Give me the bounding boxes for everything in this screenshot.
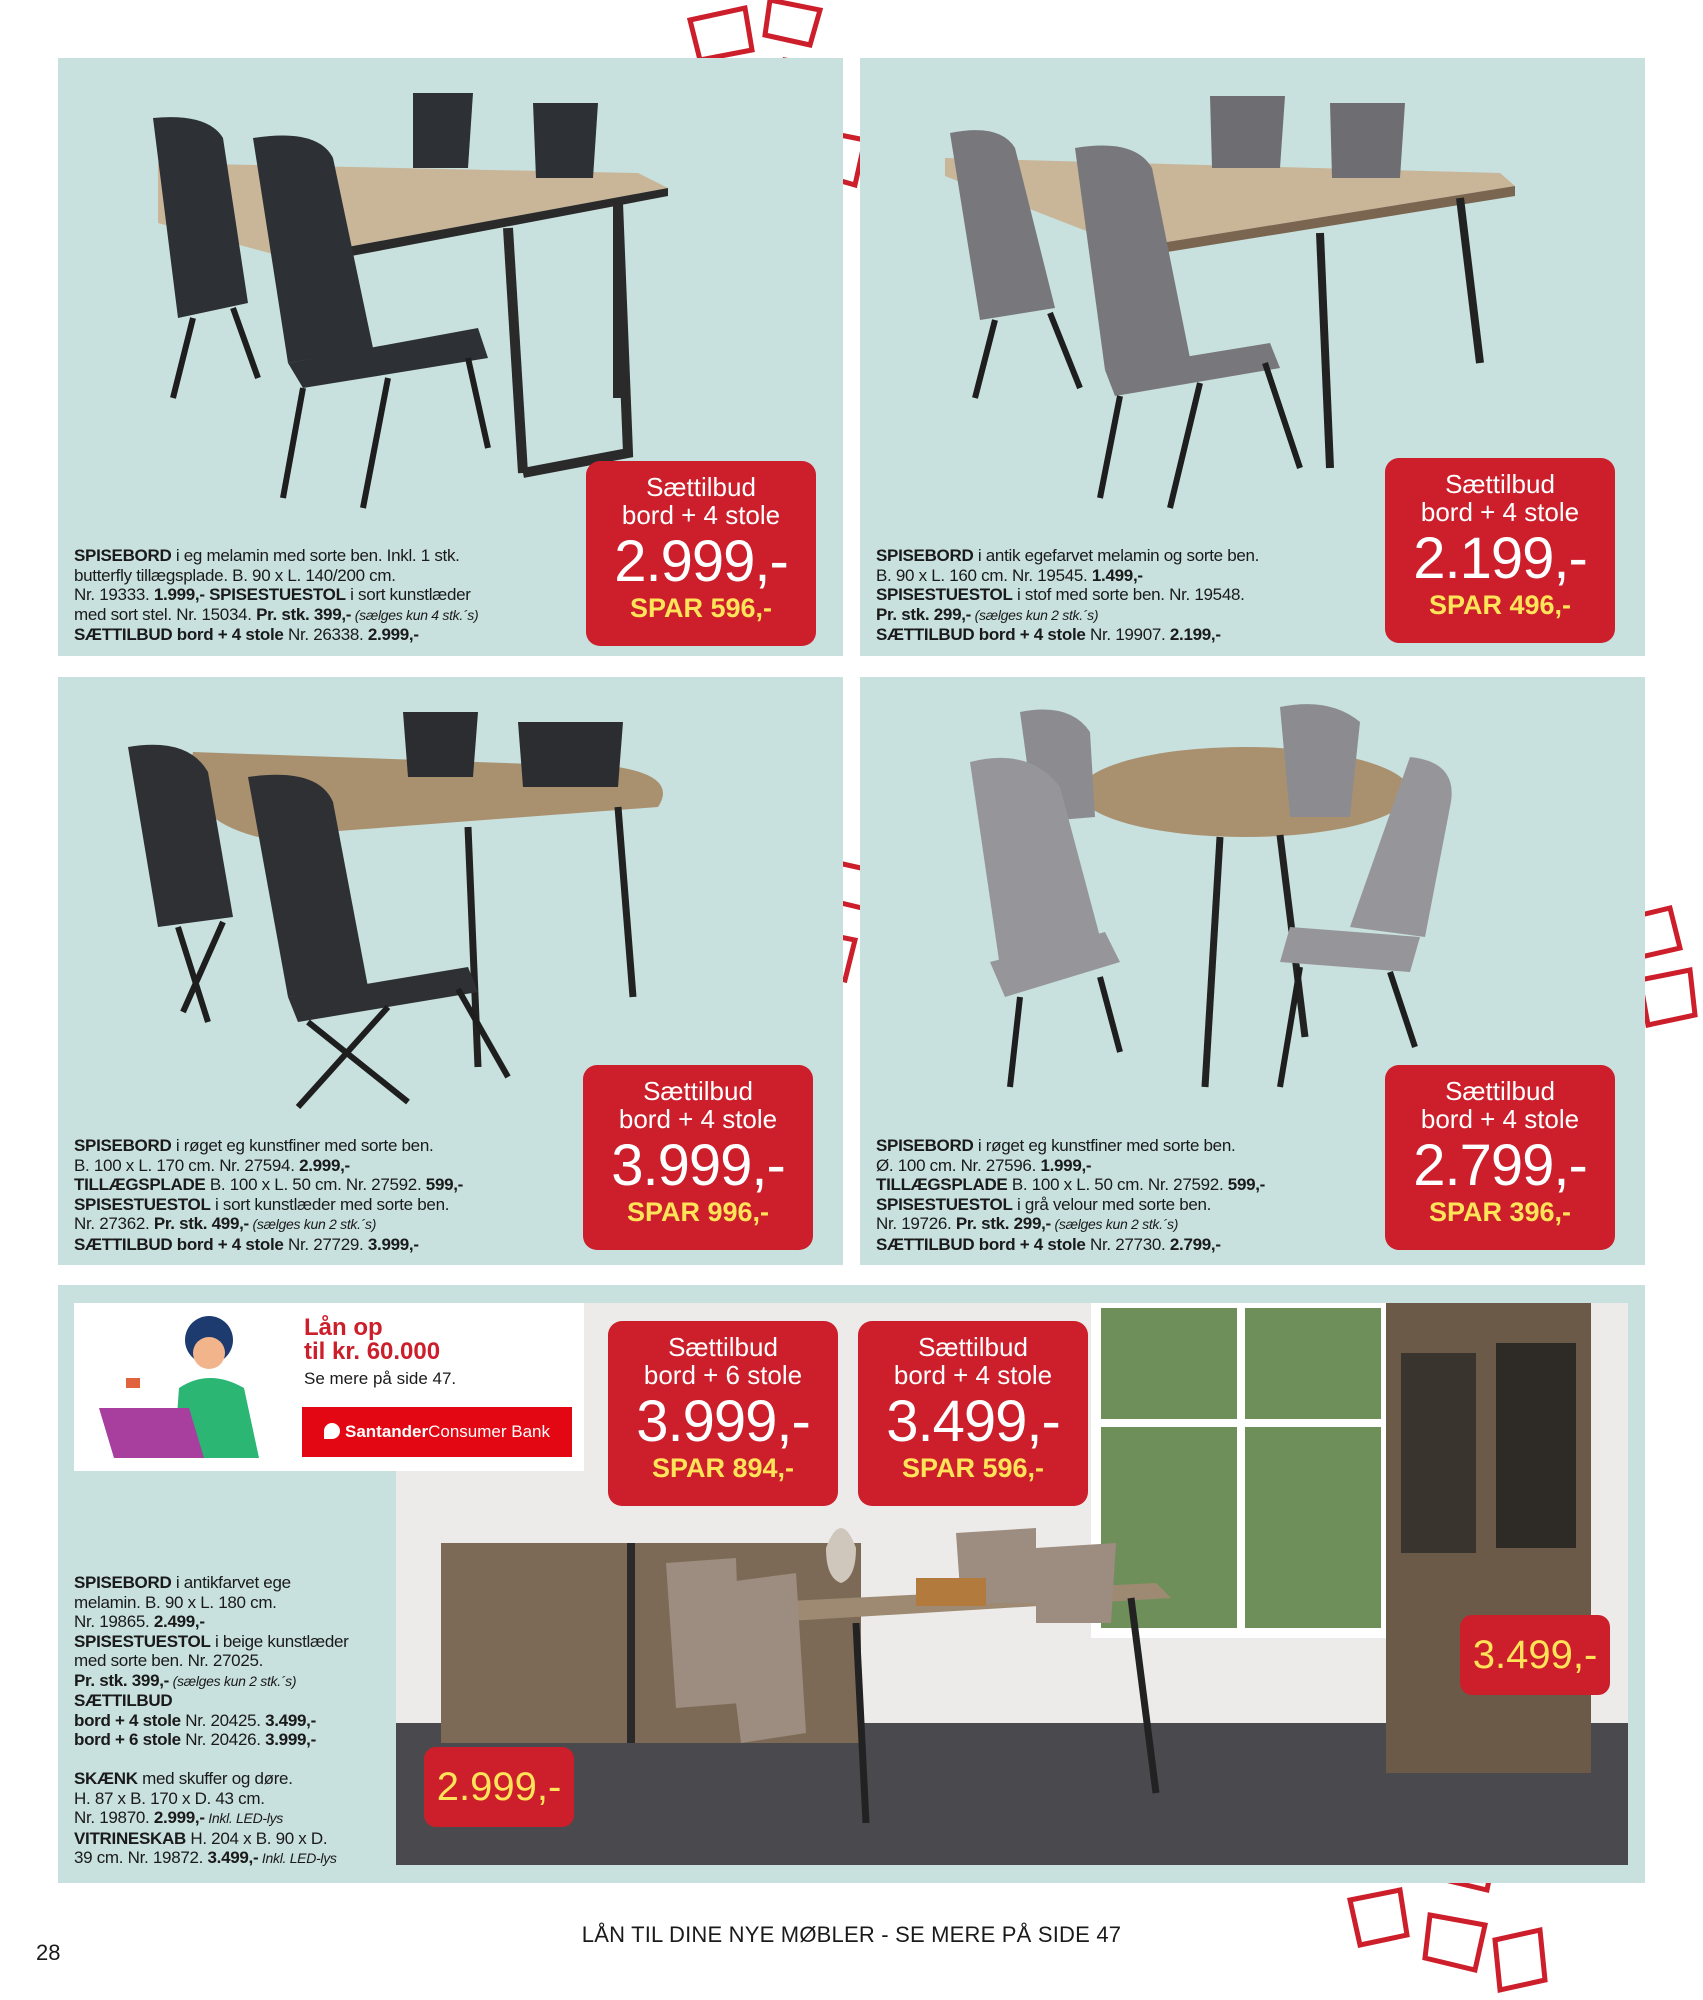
bold-text: 3.999,-	[265, 1730, 316, 1749]
description-line	[74, 1632, 348, 1652]
text: Nr. 19870.	[74, 1808, 154, 1827]
text: Nr. 19726.	[876, 1214, 956, 1233]
description-line	[876, 1156, 1265, 1176]
bold-text: 3.499,-	[265, 1710, 316, 1730]
text: 39 cm. Nr. 19872.	[74, 1848, 208, 1867]
bold-text: SPISEBORD	[74, 546, 172, 565]
bold-text: 2.999,-	[367, 625, 419, 644]
text: i antik egefarvet melamin og sorte ben.	[973, 546, 1260, 565]
bold-text: SÆTTILBUD bord + 4 stole	[74, 1234, 284, 1254]
offer-subtitle: bord + 6 stole	[643, 1360, 803, 1390]
bold-text: 2.199,-	[1169, 625, 1221, 644]
product-description-2	[876, 546, 1259, 645]
set-offer-badge-6-chairs	[608, 1321, 838, 1506]
text: B. 100 x L. 170 cm. Nr. 27594.	[74, 1155, 300, 1175]
offer-title: Sættilbud	[918, 1332, 1028, 1362]
product-panel-4	[860, 677, 1645, 1265]
offer-savings: SPAR 596,-	[901, 1453, 1045, 1483]
bottom-description	[74, 1573, 348, 1869]
description-line	[876, 585, 1259, 605]
dining-set-image-4	[860, 677, 1645, 1117]
offer-subtitle: bord + 4 stole	[1420, 1104, 1580, 1134]
italic-note: (sælges kun 2 stk.´s)	[1050, 1216, 1179, 1232]
description-line	[74, 1769, 348, 1789]
description-line	[74, 546, 478, 566]
bold-text: 599,-	[425, 1175, 464, 1194]
text: butterfly tillægsplade. B. 90 x L. 140/200 cm.	[74, 565, 396, 585]
description-line	[74, 585, 478, 605]
description-line	[74, 1214, 463, 1235]
description-line	[74, 1175, 463, 1195]
text: Ø. 100 cm. Nr. 27596.	[876, 1155, 1041, 1175]
bold-text: 1.499,-	[1091, 565, 1143, 585]
description-line	[74, 1789, 348, 1809]
bold-text: 2.799,-	[1169, 1234, 1221, 1254]
text: i sort kunstlæder	[345, 585, 471, 604]
description-line	[74, 1651, 348, 1671]
text: melamin. B. 90 x L. 180 cm.	[74, 1592, 277, 1612]
bold-text: SPISEBORD	[876, 1136, 974, 1155]
italic-note: Inkl. LED-lys	[204, 1810, 283, 1826]
italic-note: (sælges kun 2 stk.´s)	[971, 606, 1099, 623]
text: i sort kunstlæder med sorte ben.	[210, 1194, 450, 1214]
dining-set-image-3	[58, 677, 843, 1117]
loan-offer-card	[74, 1303, 584, 1471]
product-description-4	[876, 1136, 1265, 1254]
offer-title: Sættilbud	[668, 1332, 778, 1362]
offer-subtitle: bord + 4 stole	[618, 1104, 778, 1134]
bold-text: SPISEBORD	[876, 546, 974, 565]
offer-subtitle: bord + 4 stole	[893, 1360, 1053, 1390]
bold-text: bord + 6 stole	[74, 1730, 181, 1749]
sideboard-price-tag: 2.999,-	[424, 1747, 574, 1827]
bold-text: SÆTTILBUD bord + 4 stole	[876, 1234, 1086, 1254]
product-panel-2	[860, 58, 1645, 656]
text: B. 100 x L. 50 cm. Nr. 27592.	[205, 1175, 426, 1194]
bold-text: SÆTTILBUD bord + 4 stole	[74, 625, 284, 644]
description-line	[74, 625, 478, 645]
description-line	[74, 1730, 348, 1750]
offer-subtitle: bord + 4 stole	[621, 500, 781, 530]
description-line	[74, 1829, 348, 1849]
description-line	[876, 546, 1259, 566]
offer-title: Sættilbud	[646, 472, 756, 502]
text: i røget eg kunstfiner med sorte ben.	[171, 1136, 434, 1155]
bold-text: TILLÆGSPLADE	[876, 1175, 1008, 1194]
text: Nr. 20426.	[180, 1730, 266, 1749]
person-with-laptop-illustration	[84, 1308, 284, 1468]
description-line	[74, 1573, 348, 1593]
description-line	[74, 1593, 348, 1613]
text: Nr. 20425.	[180, 1710, 266, 1730]
product-description-1	[74, 546, 478, 645]
offer-price: 3.499,-	[886, 1389, 1060, 1454]
description-line	[74, 1848, 348, 1869]
text: Nr. 27362.	[74, 1214, 154, 1233]
description-line	[74, 605, 478, 626]
description-line	[74, 1156, 463, 1176]
description-line	[74, 1612, 348, 1632]
loan-note: Se mere på side 47.	[304, 1369, 457, 1388]
bold-text: 2.499,-	[153, 1612, 205, 1631]
description-line	[876, 605, 1259, 626]
product-panel-3	[58, 677, 843, 1265]
bold-text: SPISESTUESTOL	[74, 1194, 211, 1214]
text: B. 100 x L. 50 cm. Nr. 27592.	[1007, 1175, 1228, 1194]
italic-note: (sælges kun 4 stk.´s)	[351, 606, 479, 623]
offer-price: 3.999,-	[611, 1133, 785, 1198]
bold-text: SPISEBORD	[74, 1136, 172, 1155]
description-line	[74, 1195, 463, 1215]
bold-text: SKÆNK	[74, 1769, 138, 1788]
offer-title: Sættilbud	[1445, 1076, 1555, 1106]
cabinet-price-tag: 3.499,-	[1460, 1615, 1610, 1695]
text: med sort stel. Nr. 15034.	[74, 604, 257, 624]
set-offer-badge-4	[1385, 1065, 1615, 1250]
italic-note: Inkl. LED-lys	[258, 1850, 337, 1866]
text: H. 204 x B. 90 x D.	[185, 1828, 328, 1848]
text: Nr. 19907.	[1085, 625, 1170, 644]
text: i stof med sorte ben. Nr. 19548.	[1012, 585, 1245, 604]
santander-logo	[302, 1407, 572, 1457]
flame-icon	[324, 1423, 340, 1439]
bold-text: Pr. stk. 299,-	[955, 1214, 1051, 1233]
dining-set-image-1	[58, 58, 843, 528]
bold-text: Pr. stk. 399,-	[256, 604, 352, 624]
bold-text: SPISESTUESTOL	[876, 585, 1013, 604]
offer-title: Sættilbud	[1445, 469, 1555, 499]
product-panel-1	[58, 58, 843, 656]
bank-name: Santander	[344, 1422, 429, 1441]
text: i beige kunstlæder	[210, 1631, 349, 1651]
bold-text: Pr. stk. 299,-	[876, 604, 972, 624]
bold-text: bord + 4 stole	[74, 1710, 181, 1730]
bold-text: 3.499,-	[207, 1848, 259, 1867]
description-line	[74, 1808, 348, 1829]
set-offer-badge-4-chairs	[858, 1321, 1088, 1506]
italic-note: (sælges kun 2 stk.´s)	[169, 1672, 297, 1689]
bold-text: 2.999,-	[153, 1808, 205, 1827]
bold-text: Pr. stk. 399,-	[74, 1670, 170, 1690]
footer-text: LÅN TIL DINE NYE MØBLER - SE MERE PÅ SIDE 47	[581, 1922, 1122, 1947]
text: H. 87 x B. 170 x D. 43 cm.	[74, 1788, 265, 1808]
description-line	[876, 566, 1259, 586]
offer-subtitle: bord + 4 stole	[1420, 497, 1580, 527]
text: i røget eg kunstfiner med sorte ben.	[973, 1136, 1236, 1155]
description-line	[876, 625, 1259, 645]
bold-text: SPISESTUESTOL	[876, 1194, 1013, 1214]
offer-savings: SPAR 996,-	[626, 1197, 770, 1227]
offer-price: 2.199,-	[1413, 526, 1587, 591]
bold-text: 1.999,-	[1040, 1155, 1092, 1175]
bold-text: 1.999,- SPISESTUESTOL	[153, 585, 346, 604]
text: Nr. 27730.	[1085, 1234, 1170, 1254]
offer-price: 2.799,-	[1413, 1133, 1587, 1198]
description-line	[74, 1750, 348, 1770]
set-offer-badge-3	[583, 1065, 813, 1250]
text: Nr. 27729.	[283, 1234, 368, 1254]
bold-text: SPISESTUESTOL	[74, 1631, 211, 1651]
description-line	[876, 1136, 1265, 1156]
set-offer-badge-2	[1385, 458, 1615, 643]
offer-title: Sættilbud	[643, 1076, 753, 1106]
bold-text: VITRINESKAB	[74, 1828, 186, 1848]
offer-savings: SPAR 596,-	[629, 593, 773, 623]
product-panel-5	[58, 1285, 1645, 1883]
text: i antikfarvet ege	[171, 1573, 291, 1592]
description-line	[74, 1136, 463, 1156]
bold-text: 2.999,-	[299, 1155, 350, 1175]
description-line	[876, 1175, 1265, 1195]
bold-text: 599,-	[1227, 1175, 1266, 1194]
bold-text: SÆTTILBUD bord + 4 stole	[876, 625, 1086, 644]
text: B. 90 x L. 160 cm. Nr. 19545.	[876, 565, 1092, 585]
text: i eg melamin med sorte ben. Inkl. 1 stk.	[171, 546, 460, 565]
bold-text: TILLÆGSPLADE	[74, 1175, 206, 1194]
loan-heading-line-2: til kr. 60.000	[304, 1338, 441, 1365]
product-description-3	[74, 1136, 463, 1254]
bold-text: Pr. stk. 499,-	[153, 1214, 249, 1233]
set-offer-badge-1	[586, 461, 816, 646]
offer-price: 3.999,-	[636, 1389, 810, 1454]
text: i grå velour med sorte ben.	[1012, 1194, 1212, 1214]
offer-savings: SPAR 496,-	[1428, 590, 1572, 620]
text: med sorte ben. Nr. 27025.	[74, 1651, 264, 1670]
description-line	[74, 1711, 348, 1731]
text: med skuffer og døre.	[137, 1769, 293, 1788]
italic-note: (sælges kun 2 stk.´s)	[248, 1216, 377, 1232]
bank-suffix: Consumer Bank	[428, 1422, 551, 1441]
text: Nr. 19333.	[74, 585, 154, 604]
loan-heading-line-1: Lån op	[304, 1314, 383, 1341]
bold-text: SÆTTILBUD	[74, 1691, 173, 1710]
bold-text: 3.999,-	[367, 1234, 419, 1254]
offer-price: 2.999,-	[614, 529, 788, 594]
offer-savings: SPAR 894,-	[651, 1453, 795, 1483]
page-number: 28	[36, 1940, 61, 1965]
description-line	[74, 1691, 348, 1711]
offer-savings: SPAR 396,-	[1428, 1197, 1572, 1227]
description-line	[74, 1671, 348, 1692]
description-line	[74, 1235, 463, 1255]
text: Nr. 26338.	[283, 625, 368, 644]
bold-text: SPISEBORD	[74, 1573, 172, 1592]
description-line	[876, 1214, 1265, 1235]
text: Nr. 19865.	[74, 1612, 154, 1631]
description-line	[74, 566, 478, 586]
description-line	[876, 1195, 1265, 1215]
description-line	[876, 1235, 1265, 1255]
